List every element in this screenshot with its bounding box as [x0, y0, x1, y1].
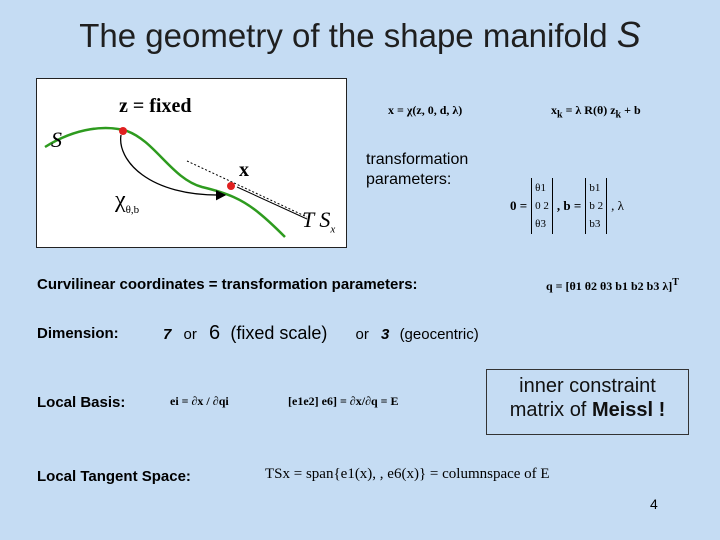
local-basis-label: Local Basis: [37, 394, 126, 411]
meissl-note-box [486, 369, 689, 435]
eq2-sub2: k [615, 109, 622, 121]
params-line-1: transformation [366, 151, 469, 168]
b-1: b1 [589, 182, 601, 194]
parameter-vectors [510, 178, 624, 234]
theta-vector [531, 178, 553, 234]
theta-1: θ1 [535, 182, 546, 194]
b-3: b3 [589, 218, 601, 230]
chi-subscript: θ,b [125, 203, 140, 216]
b-vector [585, 178, 607, 234]
note-line-1: inner constraint [519, 375, 656, 397]
dim-fixed-scale: (fixed scale) [230, 323, 328, 343]
origin-point [119, 127, 127, 135]
x-k-equation [551, 103, 641, 120]
b-2: b 2 [589, 200, 604, 212]
page-number: 4 [650, 496, 658, 512]
tangent-line-solid [237, 187, 307, 219]
note-prefix: matrix of [509, 399, 592, 421]
slide-title [0, 14, 720, 56]
lambda-tail: , λ [611, 198, 624, 213]
eq2-sub: k [557, 109, 563, 121]
eq2-lhs: x [551, 103, 557, 117]
dimension-values [163, 322, 479, 345]
chi-symbol: χ [115, 187, 126, 213]
local-tangent-label: Local Tangent Space: [37, 468, 191, 485]
manifold-label: S [51, 127, 62, 152]
note-line-2 [487, 398, 688, 422]
tangent-space-equation: TSx = span{e1(x), , e6(x)} = columnspace of E [265, 466, 550, 482]
theta-3: θ3 [535, 218, 546, 230]
note-bold: Meissl ! [591, 399, 666, 421]
basis-equation: ei = ∂x / ∂qi [170, 394, 229, 408]
dim-geocentric: (geocentric) [399, 326, 479, 343]
q-vector [546, 277, 679, 294]
eq2-rest: = λ R(θ) z [562, 103, 616, 117]
z-fixed-label: z = fixed [119, 95, 192, 117]
chi-label [115, 187, 139, 216]
eq2-tail: + b [621, 103, 641, 117]
curvilinear-heading: Curvilinear coordinates = transformation parameters: [37, 276, 418, 293]
title-text: The geometry of the shape manifold [79, 17, 608, 54]
x-point-label: x [239, 159, 249, 181]
tangent-text: T S [302, 207, 331, 232]
q-vector-text: q = [θ1 θ2 θ3 b1 b2 b3 λ] [546, 279, 673, 293]
manifold-figure [36, 78, 347, 248]
b-vector-lhs: , b = [556, 198, 582, 213]
manifold-curve [45, 128, 285, 237]
theta-2: 0 2 [535, 200, 549, 212]
basis-matrix-equation: [e1e2] e6] = ∂x/∂q = E [288, 394, 399, 408]
dim-or-1: or [183, 326, 197, 343]
dim-6: 6 [209, 322, 221, 344]
chi-equation: x = χ(z, 0, d, λ) [388, 103, 463, 117]
dim-or-2: or [355, 326, 369, 343]
dim-7: 7 [163, 326, 172, 343]
tangent-subscript: x [330, 223, 336, 236]
params-line-2: parameters: [366, 171, 452, 188]
dim-3: 3 [381, 326, 390, 343]
tangent-space-label [302, 207, 335, 235]
title-symbol: S [616, 14, 641, 55]
params-label [366, 150, 468, 190]
manifold-diagram [37, 79, 346, 247]
x-point [227, 182, 235, 190]
q-transpose: T [672, 277, 679, 288]
theta-vector-lhs: 0 = [510, 198, 528, 213]
dimension-label: Dimension: [37, 325, 119, 342]
